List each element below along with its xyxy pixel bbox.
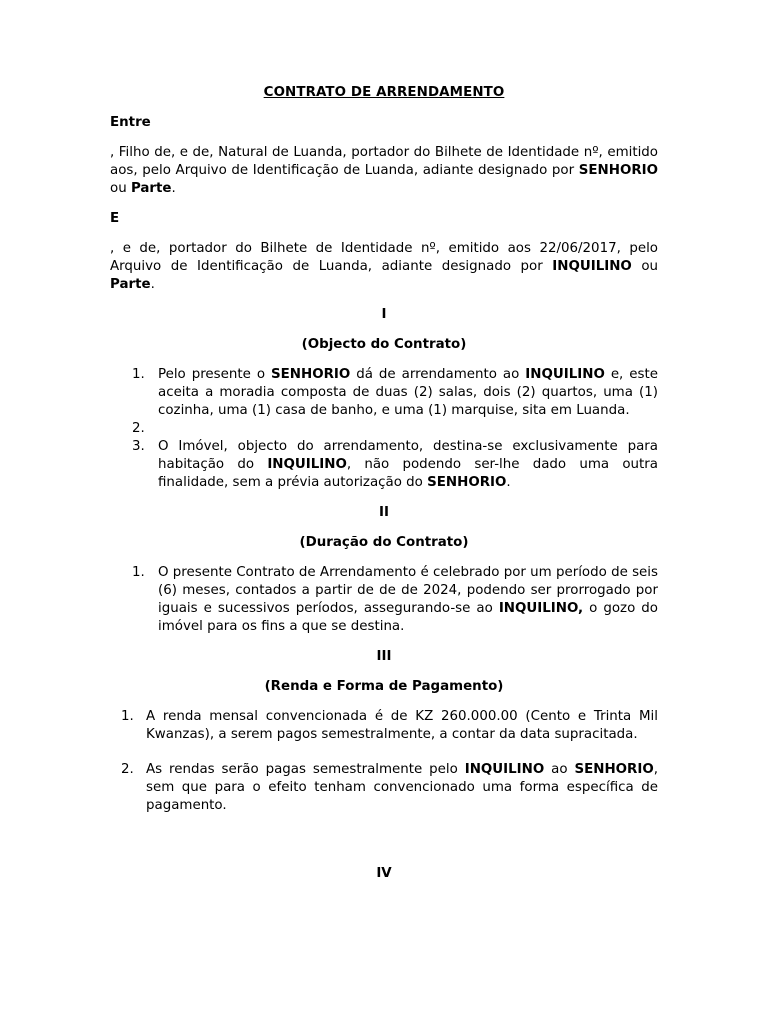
list-number: 3.: [132, 439, 145, 454]
list-item: [110, 366, 658, 420]
party2-or: ou: [631, 259, 659, 274]
list-number: 1.: [132, 565, 145, 580]
party1-alias: Parte: [130, 181, 172, 196]
item-text: O Imóvel, objecto do arrendamento, destina-se exclusivamente para habitação do: [158, 439, 658, 472]
item-text: e, este aceita a moradia composta de duas (2) salas, dois (2) quartos, uma (1) cozinha, uma (1) casa de banho, e uma (1) marquise, sita em Luanda.: [158, 367, 658, 418]
item-text: As rendas serão pagas semestralmente pelo: [146, 762, 465, 777]
item-text: dá de arrendamento ao: [350, 367, 526, 382]
section4-number: IV: [376, 866, 392, 881]
section2-list: [110, 564, 658, 636]
item-bold: INQUILINO,: [498, 601, 584, 616]
party2-text: , e de, portador do Bilhete de Identidade nº, emitido aos 22/06/2017, pelo Arquivo de Identificação de Luanda, adiante designado por: [110, 241, 658, 274]
party2-end: .: [150, 277, 155, 292]
section2-heading: (Duração do Contrato): [299, 535, 469, 550]
item-text: o gozo do imóvel para os fins a que se destina.: [158, 601, 658, 634]
e-label: E: [110, 211, 120, 226]
item-text: Pelo presente o: [158, 367, 271, 382]
party1-role: SENHORIO: [578, 163, 658, 178]
item-text: A renda mensal convencionada é de KZ 260.000.00 (Cento e Trinta Mil Kwanzas), a serem pagos semestralmente, a contar da data supracitada.: [146, 709, 658, 742]
item-bold: SENHORIO: [574, 762, 654, 777]
section1-list: [110, 366, 658, 492]
item-text: , não podendo ser-lhe dado uma outra finalidade, sem a prévia autorização do: [158, 457, 658, 490]
party2-alias: Parte: [110, 277, 151, 292]
document-page: [110, 84, 658, 895]
list-item: [110, 564, 658, 636]
party2-role: INQUILINO: [552, 259, 632, 274]
item-text: O presente Contrato de Arrendamento é celebrado por um período de seis (6) meses, contados a partir de de de 2024, podendo ser prorrogado por iguais e sucessivos períodos, assegurando-se ao: [158, 565, 658, 616]
item-text: , sem que para o efeito tenham convencionado uma forma específica de pagamento.: [146, 762, 658, 813]
item-text: ao: [544, 762, 575, 777]
entre-label: Entre: [110, 115, 151, 130]
list-item: [110, 761, 658, 815]
item-bold: INQUILINO: [525, 367, 605, 382]
section1-number: I: [381, 307, 387, 322]
item-bold: INQUILINO: [464, 762, 545, 777]
item-bold: INQUILINO: [267, 457, 347, 472]
list-number: 1.: [121, 709, 134, 724]
list-number: 2.: [121, 762, 134, 777]
section3-number: III: [376, 649, 392, 664]
party1-or: ou: [110, 181, 131, 196]
item-bold: SENHORIO: [271, 367, 351, 382]
list-number: 2.: [132, 421, 145, 436]
list-item: [110, 708, 658, 744]
item-text: .: [506, 475, 511, 490]
item-bold: SENHORIO: [427, 475, 507, 490]
document-title: CONTRATO DE ARRENDAMENTO: [263, 85, 505, 100]
spacer: [110, 827, 658, 865]
section3-list: [110, 708, 658, 815]
list-item: [110, 438, 658, 492]
section1-heading: (Objecto do Contrato): [301, 337, 467, 352]
party1-paragraph: [110, 144, 658, 198]
section3-heading: (Renda e Forma de Pagamento): [264, 679, 504, 694]
section2-number: II: [379, 505, 389, 520]
party1-text: , Filho de, e de, Natural de Luanda, portador do Bilhete de Identidade nº, emitido aos, pelo Arquivo de Identificação de Luanda, adiante designado por: [110, 145, 658, 178]
party2-paragraph: [110, 240, 658, 294]
party1-end: .: [171, 181, 176, 196]
list-number: 1.: [132, 367, 145, 382]
list-item: [110, 420, 658, 438]
